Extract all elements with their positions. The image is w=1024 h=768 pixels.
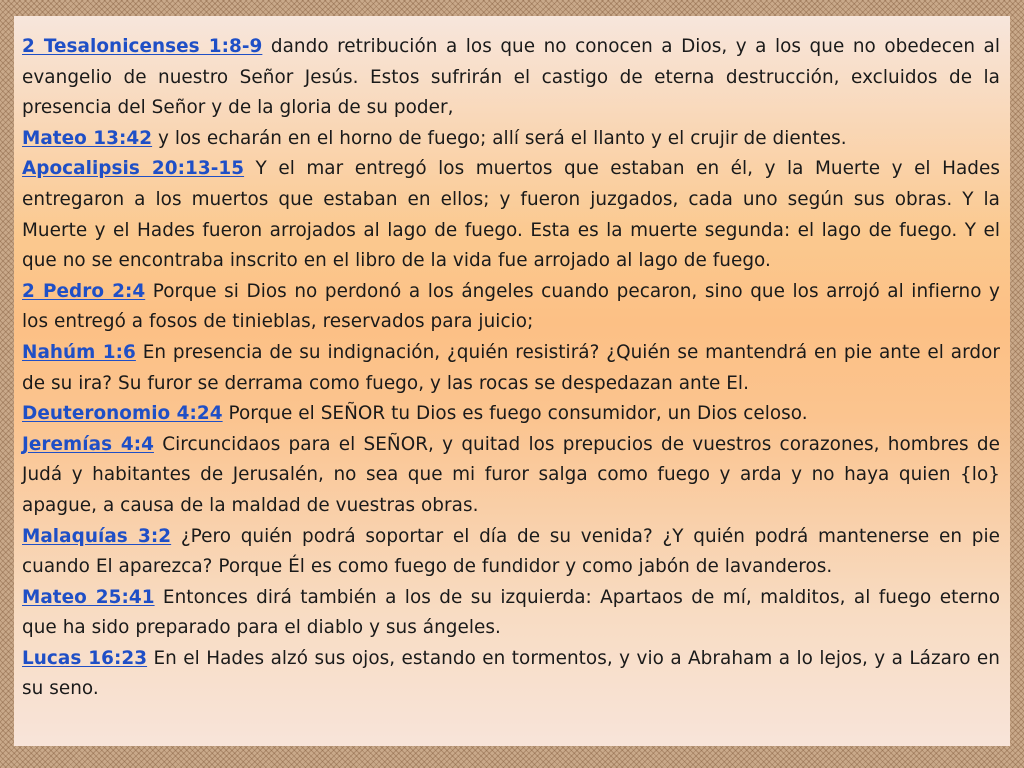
verse-reference-link[interactable]: Malaquías 3:2 bbox=[22, 525, 172, 547]
verse-item bbox=[22, 644, 1000, 705]
verse-item bbox=[22, 399, 1000, 430]
verse-reference-link[interactable]: Apocalipsis 20:13-15 bbox=[22, 158, 245, 180]
verse-item bbox=[22, 338, 1000, 399]
verse-item bbox=[22, 154, 1000, 276]
verse-text: Porque si Dios no perdonó a los ángeles cuando pecaron, sino que los arrojó al infierno y los entregó a fosos de tinieblas, reservados para juicio; bbox=[22, 280, 1000, 333]
verse-item bbox=[22, 583, 1000, 644]
verse-reference-link[interactable]: Deuteronomio 4:24 bbox=[22, 403, 223, 425]
verse-text: Circuncidaos para el SEÑOR, y quitad los prepucios de vuestros corazones, hombres de Judá y habitantes de Jerusalén, no sea que mi furor salga como fuego y arda y no haya quien {lo} apague, a causa de la maldad de vuestras obras. bbox=[22, 433, 1000, 516]
verse-item bbox=[22, 430, 1000, 522]
verse-reference-link[interactable]: Lucas 16:23 bbox=[22, 647, 148, 669]
verse-text: dando retribución a los que no conocen a Dios, y a los que no obedecen al evangelio de nuestro Señor Jesús. Estos sufrirán el castigo de eterna destrucción, excluidos de la presencia del Señor y de la gloria de su poder, bbox=[22, 36, 1000, 119]
verse-text: En presencia de su indignación, ¿quién resistirá? ¿Quién se mantendrá en pie ante el ardor de su ira? Su furor se derrama como fuego, y las rocas se despedazan ante El. bbox=[22, 341, 1001, 394]
verse-item bbox=[22, 522, 1000, 583]
verse-item bbox=[22, 32, 1000, 124]
verse-reference-link[interactable]: 2 Tesalonicenses 1:8-9 bbox=[22, 36, 263, 57]
verse-text: En el Hades alzó sus ojos, estando en tormentos, y vio a Abraham a lo lejos, y a Lázaro en su seno. bbox=[22, 647, 1000, 700]
verse-reference-link[interactable]: Jeremías 4:4 bbox=[22, 433, 154, 455]
verse-item bbox=[22, 124, 1000, 155]
slide-panel bbox=[14, 16, 1010, 746]
verse-reference-link[interactable]: Mateo 13:42 bbox=[22, 127, 153, 149]
verse-text: y los echarán en el horno de fuego; allí será el llanto y el crujir de dientes. bbox=[152, 127, 847, 149]
verse-reference-link[interactable]: 2 Pedro 2:4 bbox=[22, 280, 146, 302]
verse-reference-link[interactable]: Mateo 25:41 bbox=[22, 586, 155, 608]
verse-text: Entonces dirá también a los de su izquierda: Apartaos de mí, malditos, al fuego eterno que ha sido preparado para el diablo y sus ángeles. bbox=[22, 586, 1000, 639]
verse-reference-link[interactable]: Nahúm 1:6 bbox=[22, 341, 136, 363]
verse-list bbox=[22, 32, 1000, 705]
verse-item bbox=[22, 277, 1000, 338]
verse-text: ¿Pero quién podrá soportar el día de su venida? ¿Y quién podrá mantenerse en pie cuando El aparezca? Porque Él es como fuego de fundidor y como jabón de lavanderos. bbox=[22, 525, 1000, 578]
verse-text: Porque el SEÑOR tu Dios es fuego consumidor, un Dios celoso. bbox=[222, 403, 808, 425]
verse-text: Y el mar entregó los muertos que estaban en él, y la Muerte y el Hades entregaron a los muertos que estaban en ellos; y fueron juzgados, cada uno según sus obras. Y la Muerte y el Hades fueron arrojados al lago de fuego. Esta es la muerte segunda: el lago de fuego. Y el que no se encontraba inscrito en el libro de la vida fue arrojado al lago de fuego. bbox=[22, 158, 1000, 272]
